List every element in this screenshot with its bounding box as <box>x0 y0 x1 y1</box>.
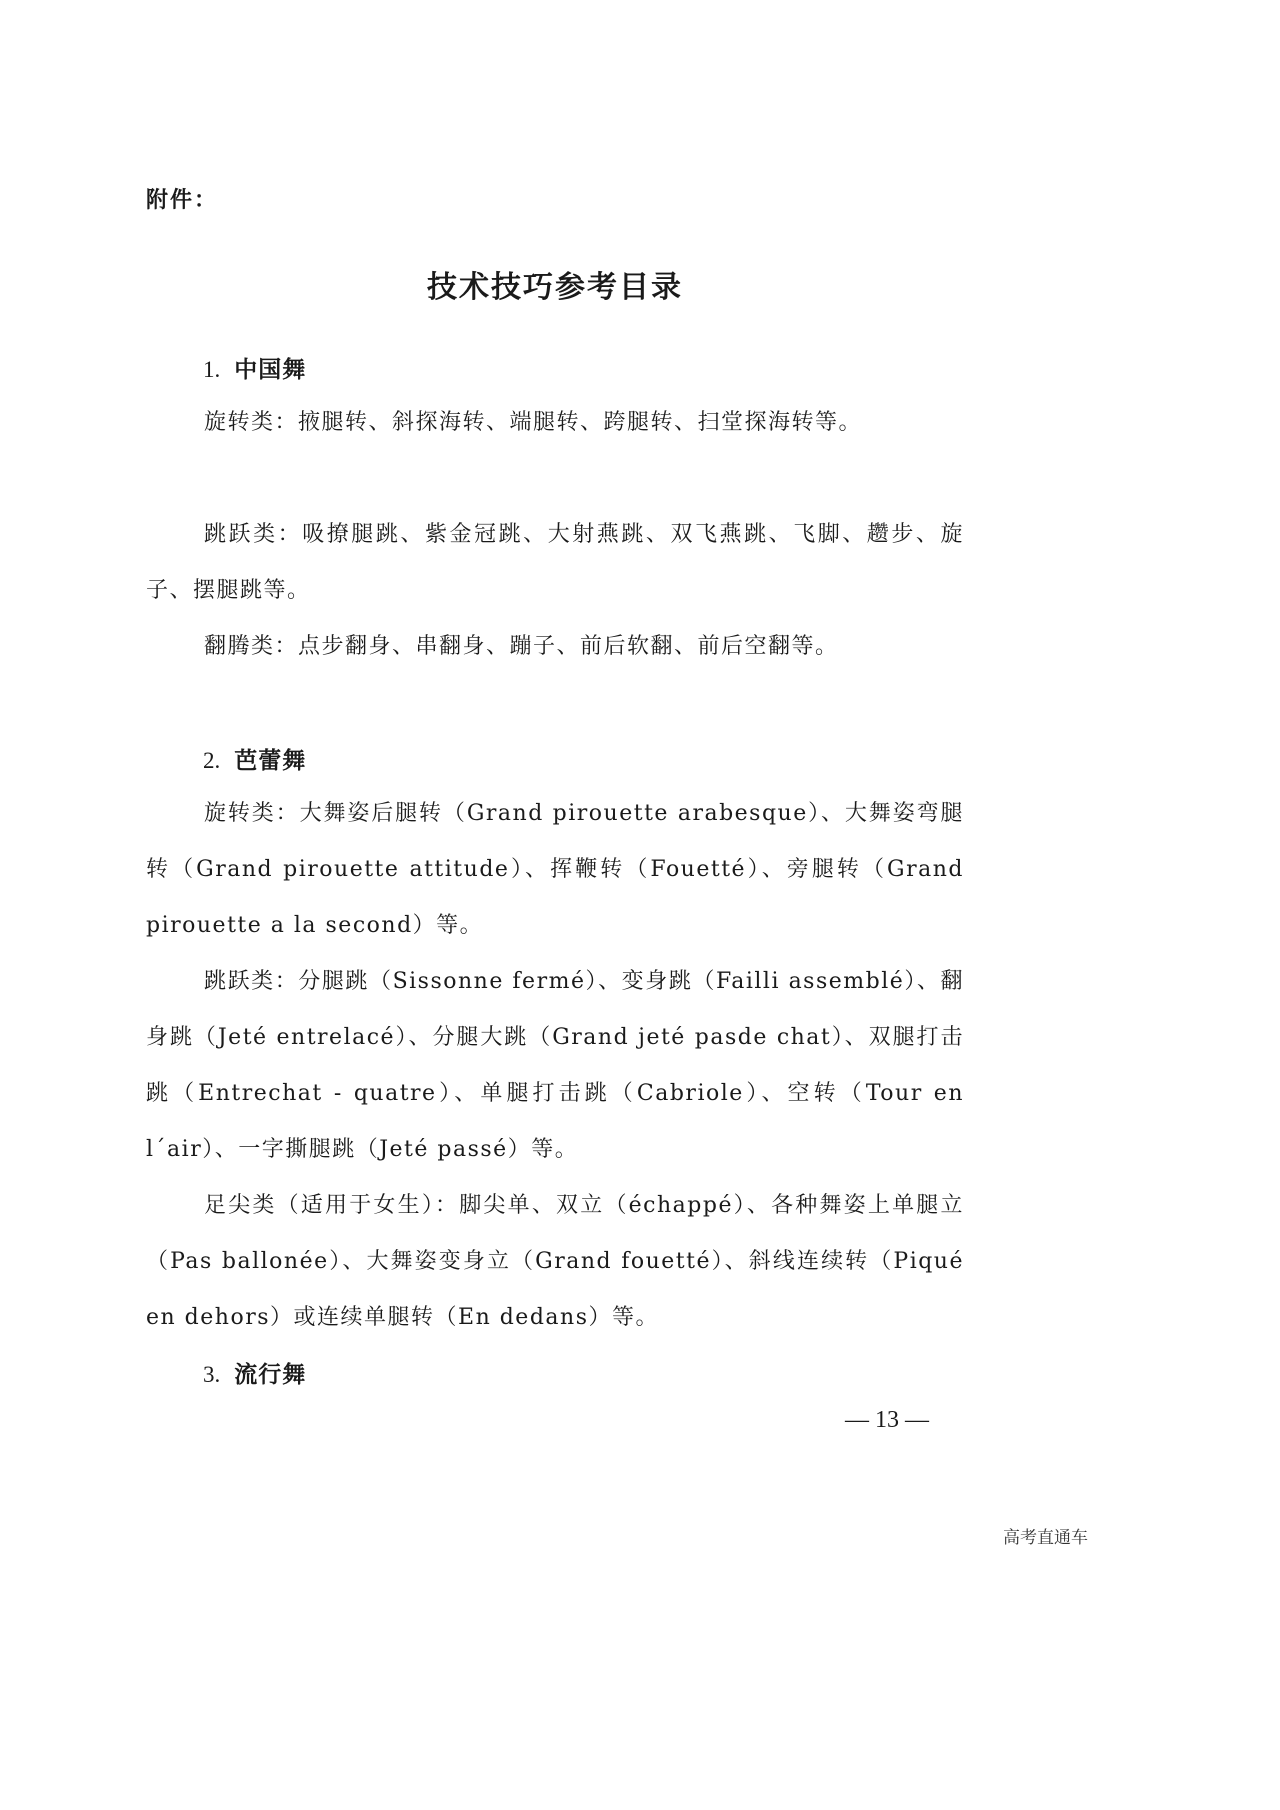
paragraph-ballet-spins: 旋转类：大舞姿后腿转（Grand pirouette arabesque）、大舞姿弯腿转（Grand pirouette attitude）、挥鞭转（Fouetté）、旁腿转（Grand pirouette a la second）等。 <box>146 801 964 938</box>
paragraph-chinese-jumps: 跳跃类：吸撩腿跳、紫金冠跳、大射燕跳、双飞燕跳、飞脚、趱步、旋子、摆腿跳等。 <box>146 522 964 603</box>
paragraph-chinese-spins: 旋转类：掖腿转、斜探海转、端腿转、跨腿转、扫堂探海转等。 <box>204 410 863 435</box>
paragraph-ballet-pointe: 足尖类（适用于女生）：脚尖单、双立（échappé）、各种舞姿上单腿立（Pas ballonée）、大舞姿变身立（Grand fouetté）、斜线连续转（Piqué en dehors）或连续单腿转（En dedans）等。 <box>146 1193 964 1330</box>
paragraph-ballet-jumps: 跳跃类：分腿跳（Sissonne fermé）、变身跳（Failli assemblé）、翻身跳（Jeté entrelacé）、分腿大跳（Grand jeté pasde chat）、双腿打击跳（Entrechat - quatre）、单腿打击跳（Cabriole）、空转（Tour en lˊair）、一字撕腿跳（Jeté passé）等。 <box>146 969 964 1162</box>
section-heading-popular-dance <box>203 1356 306 1389</box>
page-number: — 13 — <box>845 1407 929 1433</box>
section-heading-ballet <box>203 742 306 775</box>
paragraph-chinese-tumbling: 翻腾类：点步翻身、串翻身、蹦子、前后软翻、前后空翻等。 <box>204 634 839 659</box>
attachment-label: 附件： <box>146 188 219 213</box>
section-name: 芭蕾舞 <box>234 748 307 774</box>
document-title: 技术技巧参考目录 <box>427 270 683 305</box>
section-heading-chinese-dance <box>203 351 306 384</box>
section-number: 3. <box>203 1362 221 1387</box>
watermark: 高考直通车 <box>1003 1528 1088 1548</box>
section-number: 1. <box>203 357 221 382</box>
section-number: 2. <box>203 748 221 773</box>
section-name: 流行舞 <box>234 1362 307 1388</box>
section-name: 中国舞 <box>234 357 307 383</box>
